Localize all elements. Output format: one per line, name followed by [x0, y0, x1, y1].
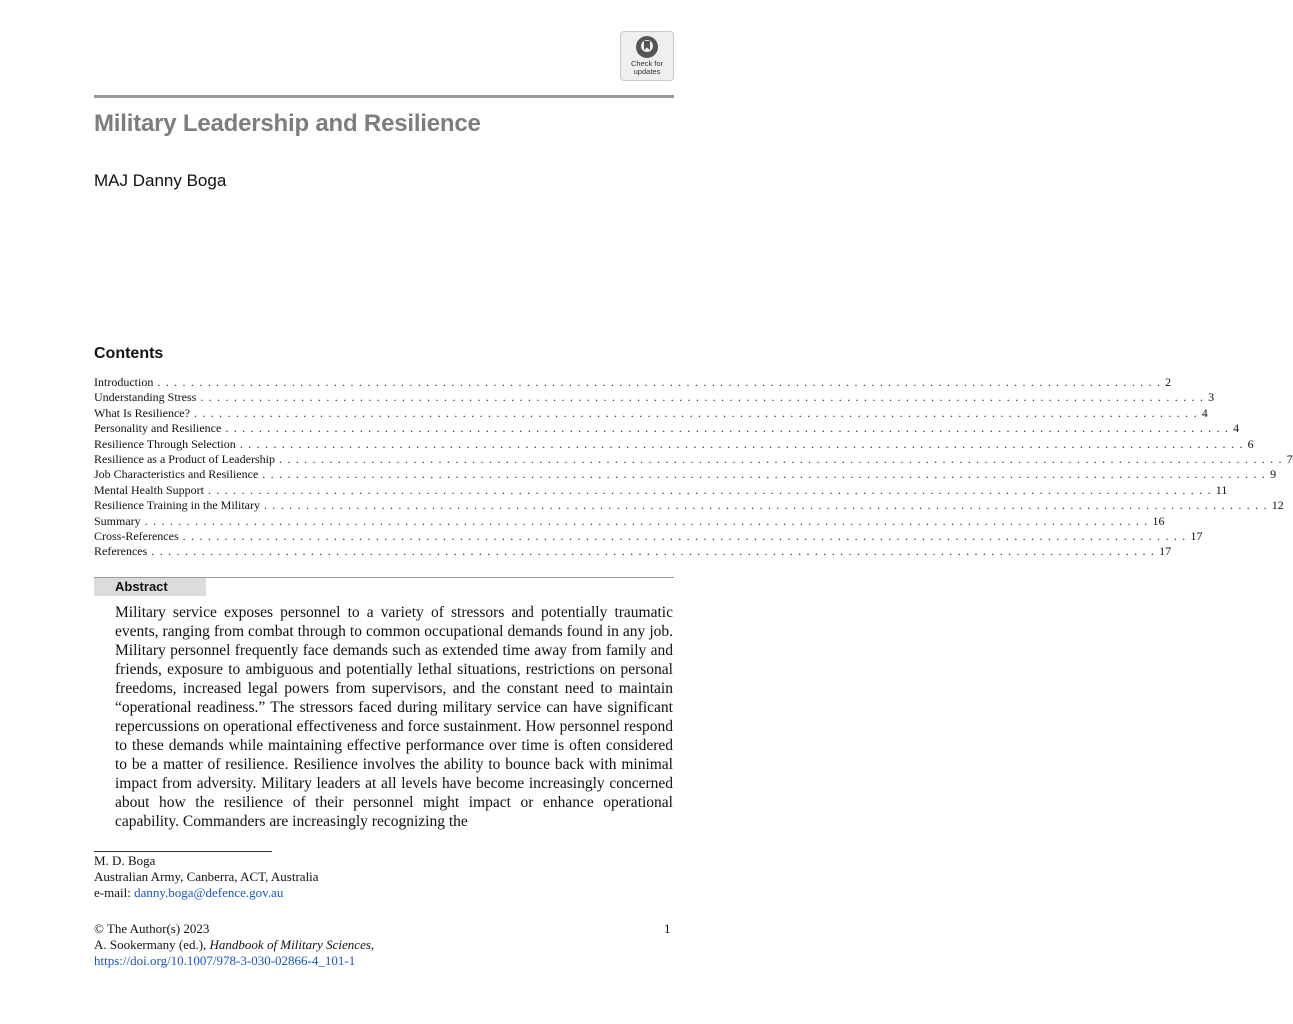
- toc-entry[interactable]: [94, 390, 1215, 405]
- toc-entry-label: Cross-References: [94, 528, 179, 543]
- toc-entry[interactable]: [94, 421, 1240, 436]
- toc-dot-leader: . . . . . . . . . . . . . . . . . . . . . . . . . . . . . . . . . . . . . . . . . . . . . . . . . . . . . . . . . . . . . . . . . . . . . . . . . . . . . . . . . . . . . . . . . . . . . . . . . . . . . . . . . . . . . . . . . . . . . . . .: [239, 436, 1244, 451]
- toc-entry-label: Resilience Training in the Military: [94, 498, 260, 513]
- toc-entry[interactable]: [94, 375, 1172, 390]
- toc-entry[interactable]: [94, 405, 1208, 421]
- toc-entry-label: Job Characteristics and Resilience: [94, 467, 259, 482]
- toc-entry-label: Resilience Through Selection: [94, 436, 236, 451]
- toc-entry-label: Understanding Stress: [94, 390, 197, 405]
- toc-entry-page: 4: [1201, 405, 1208, 420]
- toc-dot-leader: . . . . . . . . . . . . . . . . . . . . . . . . . . . . . . . . . . . . . . . . . . . . . . . . . . . . . . . . . . . . . . . . . . . . . . . . . . . . . . . . . . . . . . . . . . . . . . . . . . . . . . . . . . . . . . . . . . . . . . . .: [262, 467, 1267, 482]
- affiliation-email-line: [94, 885, 283, 901]
- toc-dot-leader: . . . . . . . . . . . . . . . . . . . . . . . . . . . . . . . . . . . . . . . . . . . . . . . . . . . . . . . . . . . . . . . . . . . . . . . . . . . . . . . . . . . . . . . . . . . . . . . . . . . . . . . . . . . . . . . . . . . . . . . .: [182, 528, 1187, 543]
- author-name: MAJ Danny Boga: [94, 171, 227, 190]
- check-for-updates-badge[interactable]: [620, 31, 674, 81]
- toc-dot-leader: . . . . . . . . . . . . . . . . . . . . . . . . . . . . . . . . . . . . . . . . . . . . . . . . . . . . . . . . . . . . . . . . . . . . . . . . . . . . . . . . . . . . . . . . . . . . . . . . . . . . . . . . . . . . . . . . . . . . . . . .: [200, 390, 1205, 405]
- abstract-text: Military service exposes personnel to a variety of stressors and potentially traumatic events, ranging from combat through to common occupational demands found in any job. Military personnel frequently face demands such as extended time away from family and friends, exposure to ambiguous and potentially lethal situations, restrictions on personal freedoms, increased legal powers from supervisors, and the constant need to maintain “operational readiness.” The stressors faced during military service can have significant repercussions on operational effectiveness and force sustainment. How personnel respond to these demands while maintaining effective performance over time is often considered to be a matter of resilience. Resilience involves the ability to bounce back with minimal impact from adversity. Military leaders at all levels have become increasingly concerned about how the resilience of their personnel might impact or enhance operational capability. Commanders are increasingly recognizing the: [115, 604, 673, 830]
- toc-dot-leader: . . . . . . . . . . . . . . . . . . . . . . . . . . . . . . . . . . . . . . . . . . . . . . . . . . . . . . . . . . . . . . . . . . . . . . . . . . . . . . . . . . . . . . . . . . . . . . . . . . . . . . . . . . . . . . . . . . . . . . . .: [278, 451, 1283, 466]
- contents-heading: Contents: [94, 345, 164, 362]
- toc-entry-page: 9: [1270, 467, 1277, 482]
- citation-suffix: ,: [370, 937, 375, 952]
- toc-dot-leader: . . . . . . . . . . . . . . . . . . . . . . . . . . . . . . . . . . . . . . . . . . . . . . . . . . . . . . . . . . . . . . . . . . . . . . . . . . . . . . . . . . . . . . . . . . . . . . . . . . . . . . . . . . . . . . . . . . . . . . . .: [193, 405, 1198, 420]
- toc-entry[interactable]: [94, 498, 1284, 513]
- citation-prefix: A. Sookermany (ed.),: [94, 937, 207, 952]
- chapter-title: Military Leadership and Resilience: [94, 110, 481, 137]
- toc-entry[interactable]: [94, 436, 1254, 452]
- toc-entry-page: 16: [1152, 513, 1165, 528]
- toc-entry-label: Summary: [94, 513, 141, 528]
- toc-entry-label: Resilience as a Product of Leadership: [94, 451, 275, 466]
- toc-entry-page: 12: [1271, 498, 1284, 513]
- abstract-label: Abstract: [94, 578, 206, 596]
- toc-entry-label: Mental Health Support: [94, 482, 204, 497]
- table-of-contents: [94, 375, 1293, 560]
- toc-entry-label: Personality and Resilience: [94, 421, 222, 436]
- title-rule: [94, 95, 674, 98]
- affiliation-org: Australian Army, Canberra, ACT, Australia: [94, 869, 319, 884]
- toc-dot-leader: . . . . . . . . . . . . . . . . . . . . . . . . . . . . . . . . . . . . . . . . . . . . . . . . . . . . . . . . . . . . . . . . . . . . . . . . . . . . . . . . . . . . . . . . . . . . . . . . . . . . . . . . . . . . . . . . . . . . . . . .: [144, 513, 1149, 528]
- toc-entry[interactable]: [94, 482, 1228, 498]
- badge-line-2: updates: [633, 67, 661, 76]
- toc-entry-page: 2: [1165, 375, 1172, 389]
- toc-entry[interactable]: [94, 528, 1203, 544]
- toc-entry-page: 7: [1286, 451, 1293, 466]
- bookmark-check-icon: [635, 35, 659, 59]
- toc-entry-label: Introduction: [94, 375, 154, 389]
- toc-entry-label: References: [94, 544, 148, 559]
- toc-entry[interactable]: [94, 467, 1277, 482]
- toc-entry-page: 11: [1215, 482, 1228, 497]
- toc-entry[interactable]: [94, 544, 1172, 559]
- toc-entry[interactable]: [94, 451, 1293, 467]
- citation: [94, 937, 374, 953]
- footnote-rule: [94, 851, 272, 852]
- toc-entry-page: 17: [1190, 528, 1203, 543]
- email-link[interactable]: danny.boga@defence.gov.au: [134, 885, 284, 900]
- page-number: 1: [664, 921, 671, 936]
- toc-entry-label: What Is Resilience?: [94, 405, 190, 420]
- toc-entry-page: 6: [1247, 436, 1254, 451]
- toc-dot-leader: . . . . . . . . . . . . . . . . . . . . . . . . . . . . . . . . . . . . . . . . . . . . . . . . . . . . . . . . . . . . . . . . . . . . . . . . . . . . . . . . . . . . . . . . . . . . . . . . . . . . . . . . . . . . . . . . . . . . . . . .: [207, 482, 1212, 497]
- email-label: e-mail:: [94, 885, 131, 900]
- affiliation-name: M. D. Boga: [94, 853, 156, 868]
- citation-book: Handbook of Military Sciences: [209, 937, 371, 952]
- copyright: © The Author(s) 2023: [94, 921, 210, 936]
- toc-entry-page: 3: [1208, 390, 1215, 405]
- badge-line-1: Check for: [630, 59, 664, 68]
- toc-entry-page: 17: [1159, 544, 1172, 559]
- toc-dot-leader: . . . . . . . . . . . . . . . . . . . . . . . . . . . . . . . . . . . . . . . . . . . . . . . . . . . . . . . . . . . . . . . . . . . . . . . . . . . . . . . . . . . . . . . . . . . . . . . . . . . . . . . . . . . . . . . . . . . . . . . .: [157, 375, 1162, 389]
- toc-entry-page: 4: [1233, 421, 1240, 436]
- toc-dot-leader: . . . . . . . . . . . . . . . . . . . . . . . . . . . . . . . . . . . . . . . . . . . . . . . . . . . . . . . . . . . . . . . . . . . . . . . . . . . . . . . . . . . . . . . . . . . . . . . . . . . . . . . . . . . . . . . . . . . . . . . .: [225, 421, 1230, 436]
- toc-entry[interactable]: [94, 513, 1165, 529]
- toc-dot-leader: . . . . . . . . . . . . . . . . . . . . . . . . . . . . . . . . . . . . . . . . . . . . . . . . . . . . . . . . . . . . . . . . . . . . . . . . . . . . . . . . . . . . . . . . . . . . . . . . . . . . . . . . . . . . . . . . . . . . . . . .: [263, 498, 1268, 513]
- toc-dot-leader: . . . . . . . . . . . . . . . . . . . . . . . . . . . . . . . . . . . . . . . . . . . . . . . . . . . . . . . . . . . . . . . . . . . . . . . . . . . . . . . . . . . . . . . . . . . . . . . . . . . . . . . . . . . . . . . . . . . . . . . .: [151, 544, 1156, 559]
- doi-link[interactable]: https://doi.org/10.1007/978-3-030-02866-4_101-1: [94, 953, 356, 968]
